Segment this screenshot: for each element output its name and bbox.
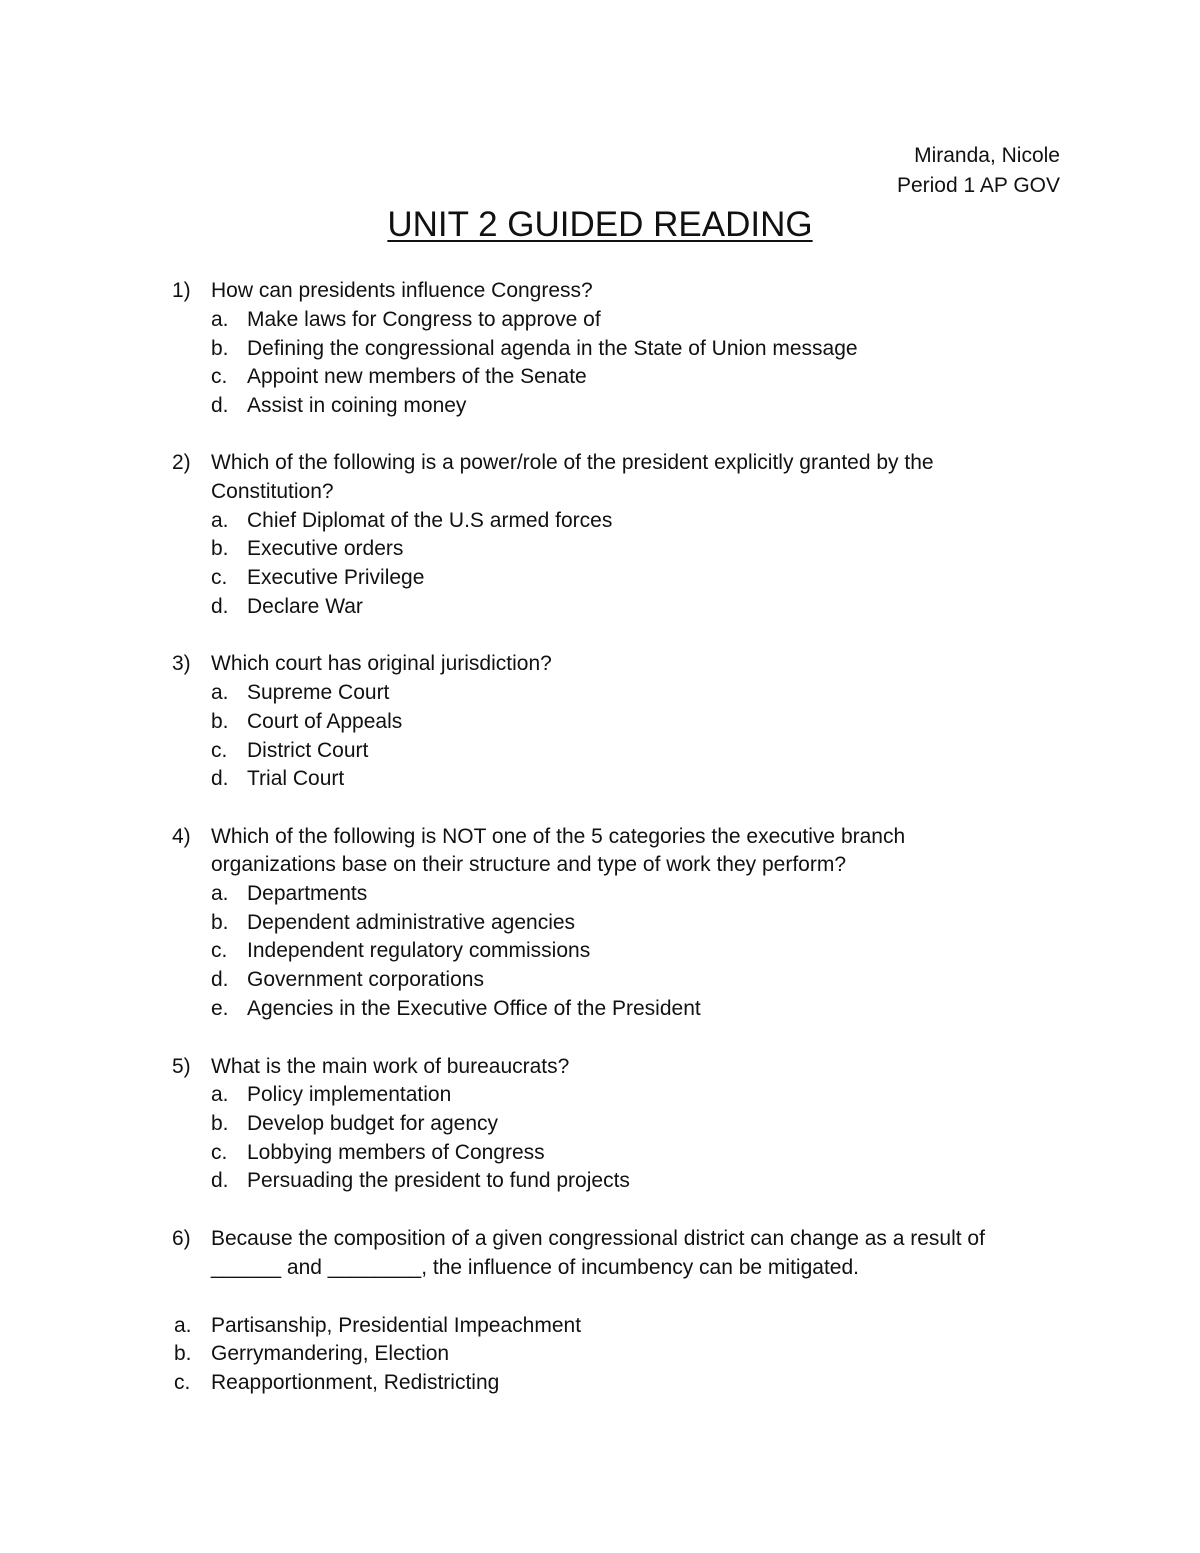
option-text: Departments: [247, 882, 368, 905]
question-text: Constitution?: [211, 480, 334, 503]
option-letter: d.: [211, 394, 229, 417]
option-text: District Court: [247, 739, 369, 762]
option-letter: a.: [211, 509, 229, 532]
question-text: Which of the following is a power/role of the president explicitly granted by the: [211, 451, 934, 474]
option-letter: a.: [174, 1314, 192, 1337]
option-text: Gerrymandering, Election: [211, 1342, 450, 1365]
option-letter: b.: [211, 537, 229, 560]
option-text: Court of Appeals: [247, 710, 403, 733]
option-letter: d.: [211, 1169, 229, 1192]
question-number: 4): [172, 825, 191, 848]
question-text: organizations base on their structure and type of work they perform?: [211, 853, 847, 876]
question-number: 6): [172, 1227, 191, 1250]
option-letter: d.: [211, 595, 229, 618]
option-text: Make laws for Congress to approve of: [247, 308, 601, 331]
option-text: Executive orders: [247, 537, 404, 560]
option-text: Partisanship, Presidential Impeachment: [211, 1314, 582, 1337]
option-letter: c.: [211, 939, 228, 962]
question-number: 3): [172, 652, 191, 675]
option-text: Chief Diplomat of the U.S armed forces: [247, 509, 613, 532]
question-text: Which of the following is NOT one of the 5 categories the executive branch: [211, 825, 906, 848]
option-text: Agencies in the Executive Office of the President: [247, 997, 701, 1020]
option-text: Supreme Court: [247, 681, 390, 704]
option-letter: c.: [211, 1141, 228, 1164]
option-text: Policy implementation: [247, 1083, 452, 1106]
option-letter: c.: [211, 739, 228, 762]
option-letter: d.: [211, 968, 229, 991]
option-text: Executive Privilege: [247, 566, 425, 589]
question-text: Because the composition of a given congressional district can change as a result of: [211, 1227, 985, 1250]
option-letter: b.: [211, 710, 229, 733]
option-letter: b.: [211, 1112, 229, 1135]
question-text: ______ and ________, the influence of incumbency can be mitigated.: [211, 1256, 859, 1279]
option-text: Assist in coining money: [247, 394, 467, 417]
option-text: Independent regulatory commissions: [247, 939, 591, 962]
option-letter: a.: [211, 681, 229, 704]
option-text: Develop budget for agency: [247, 1112, 499, 1135]
option-text: Dependent administrative agencies: [247, 911, 576, 934]
option-text: Appoint new members of the Senate: [247, 365, 587, 388]
option-letter: e.: [211, 997, 229, 1020]
option-text: Defining the congressional agenda in the State of Union message: [247, 337, 858, 360]
option-text: Government corporations: [247, 968, 484, 991]
question-number: 1): [172, 279, 191, 302]
option-letter: b.: [211, 337, 229, 360]
option-text: Lobbying members of Congress: [247, 1141, 545, 1164]
question-text: Which court has original jurisdiction?: [211, 652, 552, 675]
option-letter: a.: [211, 882, 229, 905]
question-text: How can presidents influence Congress?: [211, 279, 593, 302]
option-text: Declare War: [247, 595, 363, 618]
question-text: What is the main work of bureaucrats?: [211, 1055, 570, 1078]
question-number: 2): [172, 451, 191, 474]
option-letter: c.: [174, 1371, 191, 1394]
option-text: Persuading the president to fund projects: [247, 1169, 630, 1192]
student-name: Miranda, Nicole: [914, 144, 1060, 167]
option-letter: a.: [211, 1083, 229, 1106]
page-title: UNIT 2 GUIDED READING: [387, 205, 813, 244]
option-letter: c.: [211, 566, 228, 589]
option-letter: c.: [211, 365, 228, 388]
option-letter: b.: [211, 911, 229, 934]
option-letter: d.: [211, 767, 229, 790]
option-letter: a.: [211, 308, 229, 331]
question-number: 5): [172, 1055, 191, 1078]
option-text: Trial Court: [247, 767, 345, 790]
option-text: Reapportionment, Redistricting: [211, 1371, 500, 1394]
option-letter: b.: [174, 1342, 192, 1365]
class-period: Period 1 AP GOV: [896, 174, 1060, 197]
